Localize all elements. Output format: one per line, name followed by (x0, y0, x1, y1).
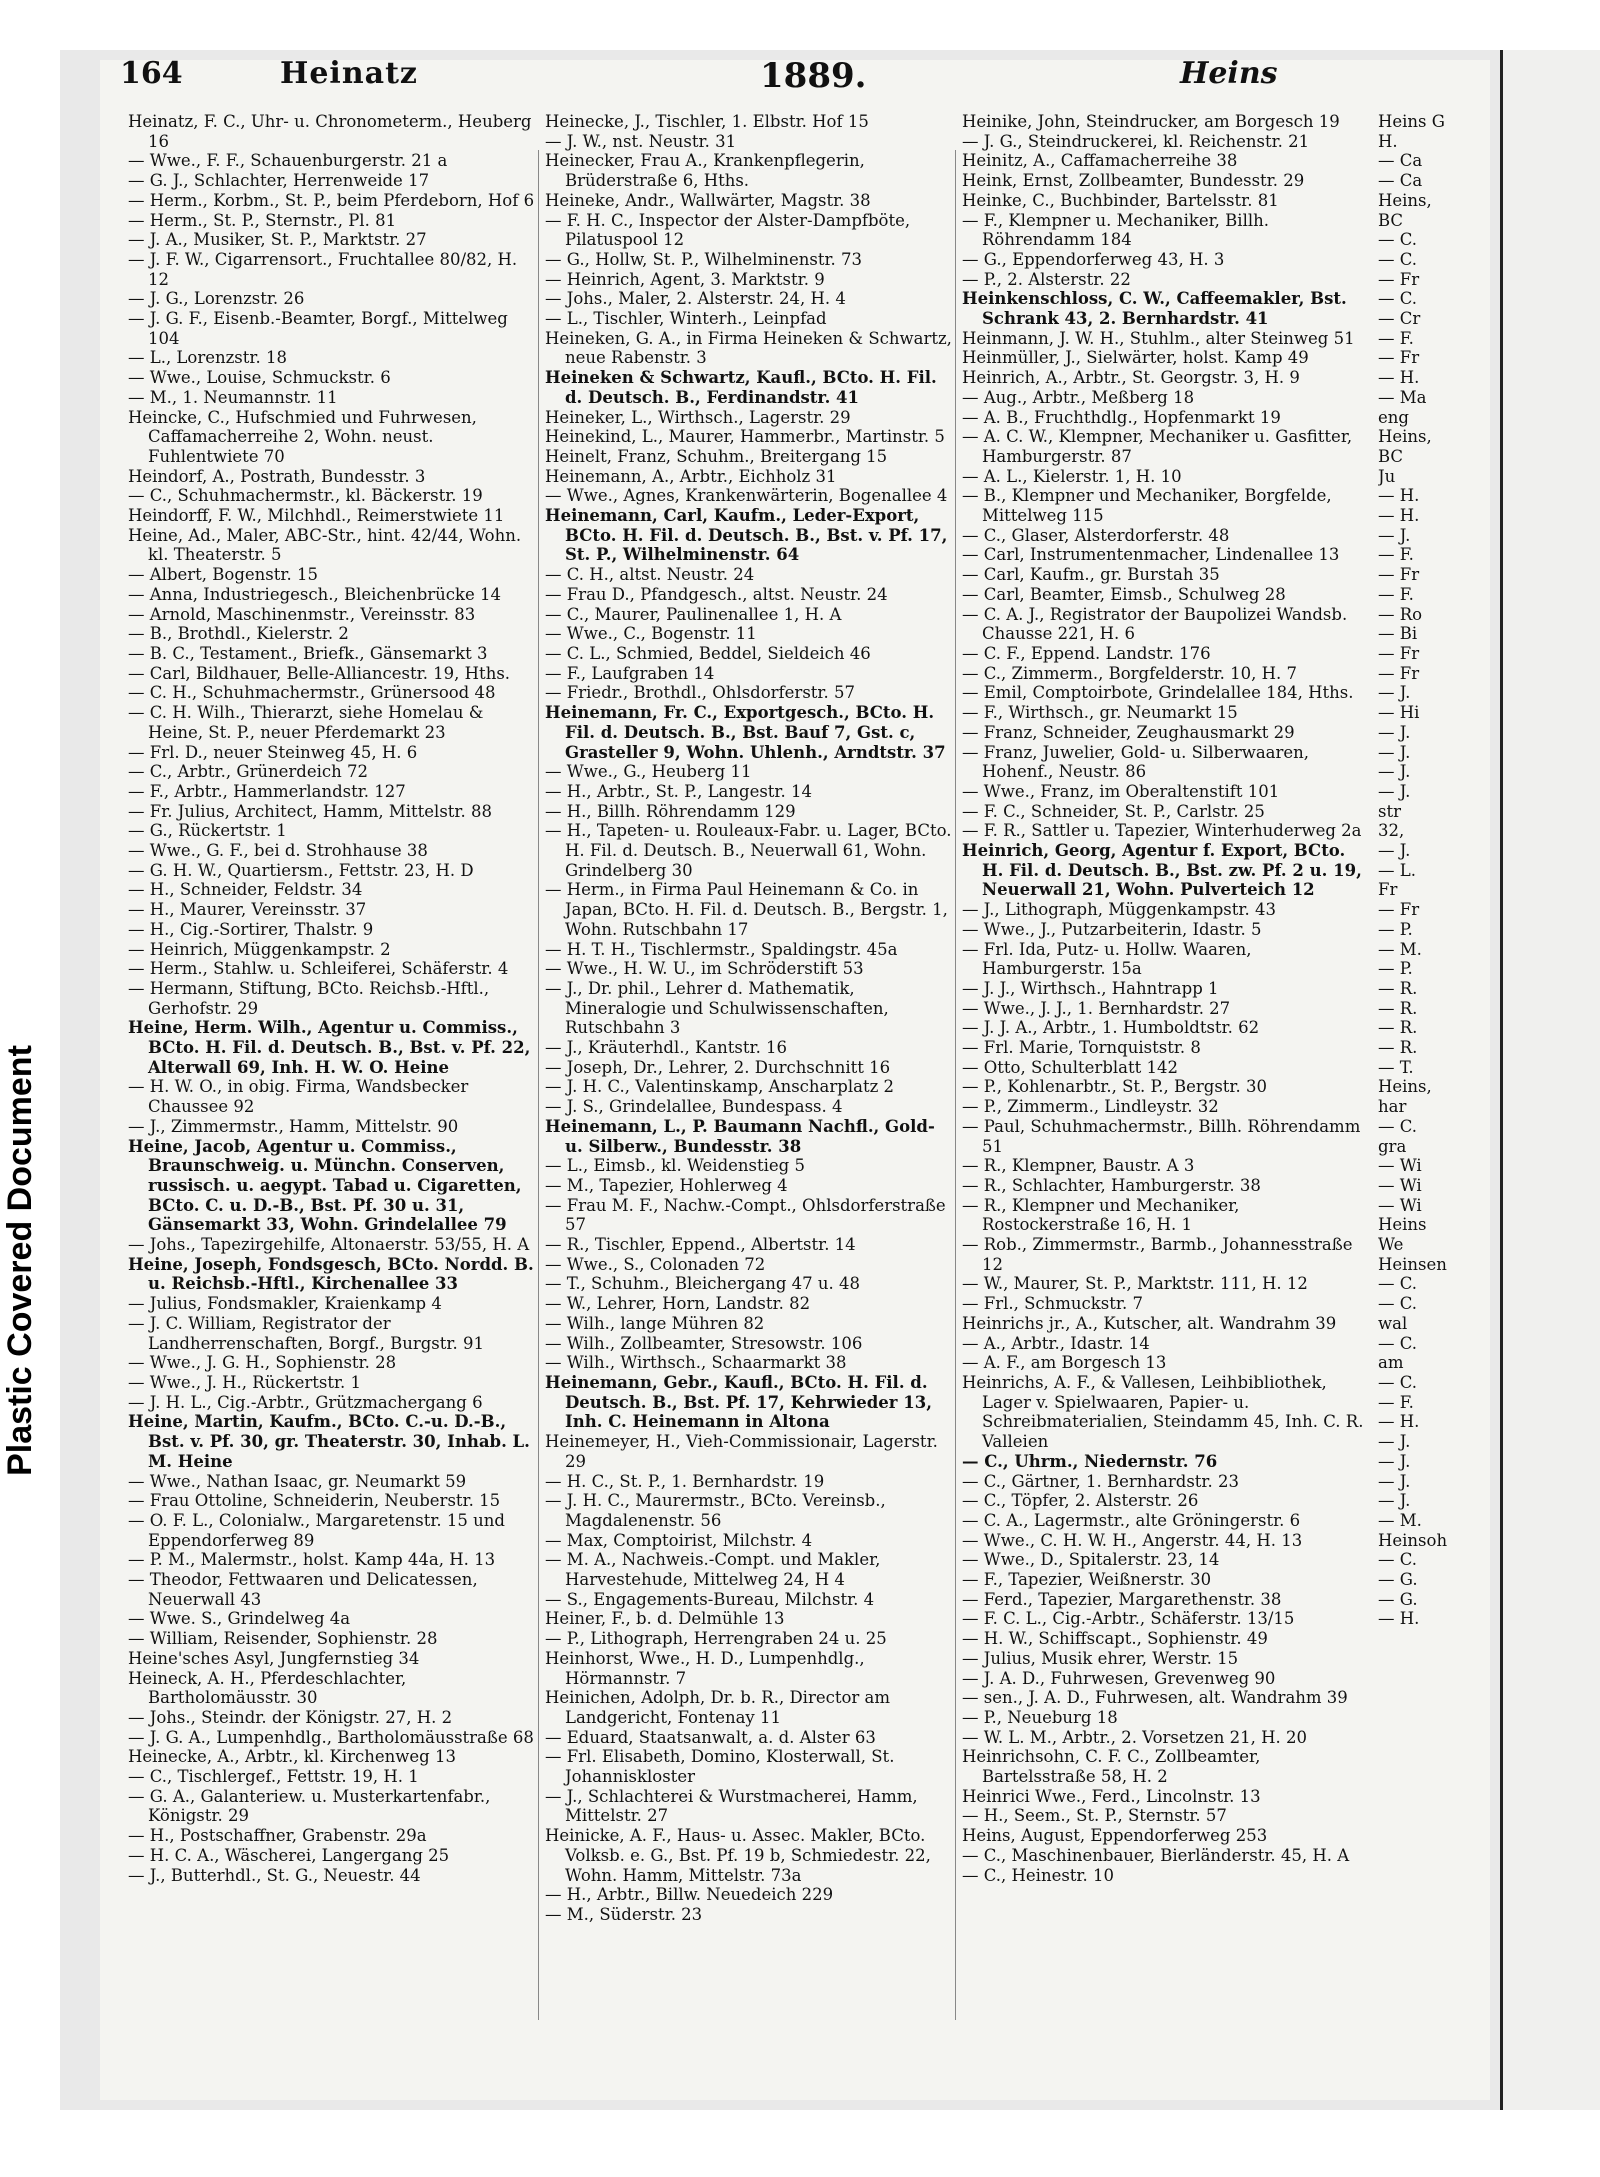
directory-entry: wal (1378, 1313, 1408, 1333)
directory-entry: eng (1378, 407, 1409, 427)
directory-entry: Heinemann, Gebr., Kaufl., BCto. H. Fil. d. Deutsch. B., Bst. Pf. 17, Kehrwieder 13, Inh. C. Heinemann in Altona (545, 1373, 932, 1432)
year-heading: 1889. (760, 56, 867, 96)
directory-entry: Heine, Ad., Maler, ABC-Str., hint. 42/44, Wohn. kl. Theaterstr. 5 (128, 525, 522, 565)
directory-entry: — J., Butterhdl., St. G., Neuestr. 44 (128, 1865, 421, 1885)
directory-entry: 32, (1378, 821, 1405, 841)
directory-entry: — Joseph, Dr., Lehrer, 2. Durchschnitt 16 (545, 1057, 891, 1077)
directory-entry: — G. J., Schlachter, Herrenweide 17 (128, 171, 430, 191)
directory-entry: — A. L., Kielerstr. 1, H. 10 (962, 466, 1182, 486)
directory-entry: Heinmann, J. W. H., Stuhlm., alter Steinweg 51 (962, 328, 1355, 348)
directory-entry: — Ca (1378, 151, 1423, 171)
document-side-label (0, 1000, 40, 1520)
directory-entry: Heinicke, A. F., Haus- u. Assec. Makler, BCto. Volksb. e. G., Bst. Pf. 19 b, Schmiedestr. 22, Wohn. Hamm, Mittelstr. 73a (545, 1826, 931, 1885)
directory-entry: — Herm., Korbm., St. P., beim Pferdeborn, Hof 6 (128, 190, 535, 210)
directory-entry: — W., Maurer, St. P., Marktstr. 111, H. 12 (962, 1274, 1308, 1294)
directory-entry: — J. G. A., Lumpenhdlg., Bartholomäusstraße 68 (128, 1727, 534, 1747)
directory-entry: — Ma (1378, 387, 1427, 407)
directory-entry: — G., Eppendorferweg 43, H. 3 (962, 249, 1225, 269)
directory-entry: BC (1378, 446, 1404, 466)
directory-entry: — J., Kräuterhdl., Kantstr. 16 (545, 1038, 788, 1058)
directory-entry: Heineker, L., Wirthsch., Lagerstr. 29 (545, 407, 851, 427)
directory-entry: — Julius, Musik ehrer, Werstr. 15 (962, 1648, 1239, 1668)
directory-entry: Heinrichs jr., A., Kutscher, alt. Wandrahm 39 (962, 1313, 1337, 1333)
directory-entry: — H. C. A., Wäscherei, Langergang 25 (128, 1845, 450, 1865)
directory-entry: — F. (1378, 328, 1414, 348)
directory-column-2 (545, 112, 955, 1925)
directory-entry: — C. H., Schuhmachermstr., Grünersood 48 (128, 683, 496, 703)
directory-entry: — Cr (1378, 309, 1421, 329)
directory-entry: — C. A., Lagermstr., alte Gröningerstr. 6 (962, 1510, 1301, 1530)
directory-entry: Heink, Ernst, Zollbeamter, Bundesstr. 29 (962, 171, 1305, 191)
directory-entry: — L., Tischler, Winterh., Leinpfad (545, 309, 827, 329)
directory-entry: — Wwe., Agnes, Krankenwärterin, Bogenallee 4 (545, 486, 948, 506)
directory-entry: — F., Wirthsch., gr. Neumarkt 15 (962, 703, 1238, 723)
directory-entry: BC (1378, 210, 1404, 230)
directory-entry: — C. (1378, 1550, 1418, 1570)
directory-entry: Heinemann, A., Arbtr., Eichholz 31 (545, 466, 837, 486)
directory-entry: — Wilh., lange Mühren 82 (545, 1313, 765, 1333)
directory-entry: — Ferd., Tapezier, Margarethenstr. 38 (962, 1589, 1282, 1609)
directory-entry: Heins, August, Eppendorferweg 253 (962, 1826, 1268, 1846)
directory-entry: — C. F., Eppend. Landstr. 176 (962, 643, 1211, 663)
directory-entry: Heinrich, Georg, Agentur f. Export, BCto. H. Fil. d. Deutsch. B., Bst. zw. Pf. 2 u. 19, Neuerwall 21, Wohn. Pulverteich 12 (962, 841, 1362, 900)
directory-entry: — A. F., am Borgesch 13 (962, 1353, 1167, 1373)
directory-entry: Heinkenschloss, C. W., Caffeemakler, Bst. Schrank 43, 2. Bernhardstr. 41 (962, 289, 1347, 329)
directory-entry: Heinemann, Carl, Kaufm., Leder-Export, BCto. H. Fil. d. Deutsch. B., Bst. v. Pf. 17, St. P., Wilhelminenstr. 64 (545, 506, 948, 565)
directory-entry: — C. (1378, 249, 1418, 269)
directory-entry: — A., Arbtr., Idastr. 14 (962, 1333, 1150, 1353)
directory-entry: — F. (1378, 1392, 1414, 1412)
directory-entry: — R. (1378, 1018, 1418, 1038)
page-number: 164 (120, 56, 183, 91)
directory-entry: — Fr (1378, 348, 1420, 368)
directory-entry: — C., Glaser, Alsterdorferstr. 48 (962, 525, 1230, 545)
directory-entry: — P. M., Malermstr., holst. Kamp 44a, H. 13 (128, 1550, 496, 1570)
directory-entry: — Herm., in Firma Paul Heinemann & Co. in Japan, BCto. H. Fil. d. Deutsch. B., Bergstr. 1, Wohn. Rutschbahn 17 (545, 880, 948, 939)
directory-entry: — J., Lithograph, Müggenkampstr. 43 (962, 900, 1276, 920)
directory-entry: — M., 1. Neumannstr. 11 (128, 387, 338, 407)
directory-entry: — Wwe., D., Spitalerstr. 23, 14 (962, 1550, 1220, 1570)
directory-entry: Heindorf, A., Postrath, Bundesstr. 3 (128, 466, 426, 486)
directory-entry: Heineck, A. H., Pferdeschlachter, Bartholomäusstr. 30 (128, 1668, 407, 1708)
directory-entry: — F. (1378, 584, 1414, 604)
directory-entry: — J. (1378, 781, 1411, 801)
running-head-right: Heins (1180, 56, 1278, 91)
directory-entry: Heins, (1378, 1077, 1432, 1097)
directory-entry: — Otto, Schulterblatt 142 (962, 1057, 1178, 1077)
directory-entry: — Wwe., C., Bogenstr. 11 (545, 624, 757, 644)
directory-entry: — Wwe., J. J., 1. Bernhardstr. 27 (962, 998, 1231, 1018)
directory-entry: — Wwe., Louise, Schmuckstr. 6 (128, 368, 391, 388)
directory-entry: Heinemann, L., P. Baumann Nachfl., Gold- u. Silberw., Bundesstr. 38 (545, 1116, 935, 1156)
directory-entry: — Carl, Bildhauer, Belle-Alliancestr. 19, Hths. (128, 663, 511, 683)
directory-entry: — Herm., St. P., Sternstr., Pl. 81 (128, 210, 397, 230)
directory-entry: — Carl, Instrumentenmacher, Lindenallee 13 (962, 545, 1340, 565)
directory-entry: — A. C. W., Klempner, Mechaniker u. Gasfitter, Hamburgerstr. 87 (962, 427, 1353, 466)
directory-entry: — Fr (1378, 900, 1420, 920)
directory-entry: We (1378, 1235, 1404, 1255)
directory-entry: Heinmüller, J., Sielwärter, holst. Kamp 49 (962, 348, 1309, 368)
directory-entry: — F., Tapezier, Weißnerstr. 30 (962, 1570, 1212, 1590)
directory-entry: — J. G. F., Eisenb.-Beamter, Borgf., Mittelweg 104 (128, 309, 508, 348)
directory-entry: Heineken, G. A., in Firma Heineken & Schwartz, neue Rabenstr. 3 (545, 328, 952, 368)
directory-entry: — J. H. L., Cig.-Arbtr., Grützmachergang 6 (128, 1392, 483, 1412)
directory-entry: — M. (1378, 939, 1422, 959)
directory-entry: Heinrichs, A. F., & Vallesen, Leihbibliothek, Lager v. Spielwaaren, Papier- u. Schreibmaterialien, Steindamm 45, Inh. C. R. Valleien (962, 1373, 1364, 1452)
directory-entry: Ju (1378, 466, 1396, 486)
directory-entry: — J. (1378, 841, 1411, 861)
directory-entry: — Wilh., Zollbeamter, Stresowstr. 106 (545, 1333, 863, 1353)
directory-entry: — Wwe., G. F., bei d. Strohhause 38 (128, 841, 428, 861)
directory-entry: — R., Schlachter, Hamburgerstr. 38 (962, 1175, 1261, 1195)
directory-entry: — B., Brothdl., Kielerstr. 2 (128, 624, 349, 644)
directory-entry: — J. F. W., Cigarrensort., Fruchtallee 80/82, H. 12 (128, 249, 518, 289)
directory-entry: — R., Klempner, Baustr. A 3 (962, 1156, 1195, 1176)
directory-entry: — C. H. Wilh., Thierarzt, siehe Homelau & Heine, St. P., neuer Pferdemarkt 23 (128, 703, 484, 742)
directory-entry: — Max, Comptoirist, Milchstr. 4 (545, 1530, 813, 1550)
directory-entry: — J. S., Grindelallee, Bundespass. 4 (545, 1097, 843, 1117)
directory-entry: — C., Uhrm., Niedernstr. 76 (962, 1451, 1218, 1471)
directory-entry: Heindorff, F. W., Milchhdl., Reimerstwiete 11 (128, 506, 505, 526)
directory-entry: — J. H. C., Valentinskamp, Anscharplatz 2 (545, 1077, 895, 1097)
directory-entry: — Paul, Schuhmachermstr., Billh. Röhrendamm 51 (962, 1116, 1361, 1156)
directory-entry: — H., Billh. Röhrendamm 129 (545, 801, 796, 821)
directory-entry: — C., Schuhmachermstr., kl. Bäckerstr. 19 (128, 486, 483, 506)
directory-entry: — O. F. L., Colonialw., Margaretenstr. 15 und Eppendorferweg 89 (128, 1510, 505, 1550)
directory-entry: — Heinrich, Agent, 3. Marktstr. 9 (545, 269, 825, 289)
directory-entry: — Wwe., F. F., Schauenburgerstr. 21 a (128, 151, 448, 171)
directory-entry: — S., Engagements-Bureau, Milchstr. 4 (545, 1589, 875, 1609)
directory-entry: — H. T. H., Tischlermstr., Spaldingstr. 45a (545, 939, 898, 959)
directory-entry: Heinecke, A., Arbtr., kl. Kirchenweg 13 (128, 1747, 456, 1767)
directory-entry: — Franz, Schneider, Zeughausmarkt 29 (962, 722, 1295, 742)
directory-entry: am (1378, 1353, 1404, 1373)
directory-entry: — Carl, Kaufm., gr. Burstah 35 (962, 565, 1220, 585)
directory-entry: — M. (1378, 1510, 1422, 1530)
directory-entry: — J. G., Lorenzstr. 26 (128, 289, 305, 309)
directory-entry: — J. (1378, 722, 1411, 742)
directory-entry: Heine, Joseph, Fondsgesch, BCto. Nordd. B. u. Reichsb.-Hftl., Kirchenallee 33 (128, 1254, 534, 1294)
directory-entry: — Wwe., H. W. U., im Schröderstift 53 (545, 959, 864, 979)
directory-entry: — J. A., Musiker, St. P., Marktstr. 27 (128, 230, 427, 250)
column-divider (955, 150, 956, 2020)
directory-entry: — F. R., Sattler u. Tapezier, Winterhuderweg 2a (962, 821, 1362, 841)
directory-entry: — C., Arbtr., Grünerdeich 72 (128, 762, 369, 782)
directory-entry: — F. C., Schneider, St. P., Carlstr. 25 (962, 801, 1265, 821)
directory-entry: — R., Klempner und Mechaniker, Rostockerstraße 16, H. 1 (962, 1195, 1240, 1235)
directory-entry: — Bi (1378, 624, 1418, 644)
directory-entry: — C. L., Schmied, Beddel, Sieldeich 46 (545, 643, 871, 663)
directory-entry: — C. (1378, 1333, 1418, 1353)
directory-column-3 (962, 112, 1372, 1885)
directory-entry: Heinrichsohn, C. F. C., Zollbeamter, Bartelsstraße 58, H. 2 (962, 1747, 1261, 1787)
directory-entry: — Wwe., J. G. H., Sophienstr. 28 (128, 1353, 397, 1373)
directory-entry: — C. (1378, 1373, 1418, 1392)
directory-entry: Heine'sches Asyl, Jungfernstieg 34 (128, 1648, 420, 1668)
directory-entry: — R. (1378, 1038, 1418, 1058)
directory-entry: — P., Kohlenarbtr., St. P., Bergstr. 30 (962, 1077, 1267, 1097)
directory-entry: — Wwe., S., Colonaden 72 (545, 1254, 766, 1274)
directory-entry: — Ro (1378, 604, 1423, 624)
directory-entry: — M. A., Nachweis.-Compt. und Makler, Harvestehude, Mittelweg 24, H 4 (545, 1550, 881, 1590)
directory-entry: — Frau M. F., Nachw.-Compt., Ohlsdorferstraße 57 (545, 1195, 946, 1235)
directory-entry: — M., Tapezier, Hohlerweg 4 (545, 1175, 788, 1195)
directory-entry: — F. H. C., Inspector der Alster-Dampfböte, Pilatuspool 12 (545, 210, 911, 250)
directory-entry: — Carl, Beamter, Eimsb., Schulweg 28 (962, 584, 1286, 604)
directory-entry: — Fr (1378, 269, 1420, 289)
directory-entry: — Fr (1378, 643, 1420, 663)
directory-entry: — Anna, Industriegesch., Bleichenbrücke 14 (128, 584, 502, 604)
directory-entry: — Frau D., Pfandgesch., altst. Neustr. 24 (545, 584, 888, 604)
directory-entry: — Wwe., Nathan Isaac, gr. Neumarkt 59 (128, 1471, 467, 1491)
directory-entry: — Wilh., Wirthsch., Schaarmarkt 38 (545, 1353, 847, 1373)
column-divider (538, 150, 539, 2020)
directory-entry: Heins (1378, 1215, 1427, 1235)
directory-entry: — Hermann, Stiftung, BCto. Reichsb.-Hftl., Gerhofstr. 29 (128, 978, 490, 1018)
directory-entry: — R., Tischler, Eppend., Albertstr. 14 (545, 1235, 856, 1255)
directory-entry: — G. (1378, 1570, 1418, 1590)
directory-entry: — G. A., Galanteriew. u. Musterkartenfabr., Königstr. 29 (128, 1786, 491, 1826)
directory-entry: — C. (1378, 1116, 1418, 1136)
directory-entry: — P., Neueburg 18 (962, 1707, 1118, 1727)
directory-entry: Heineken & Schwartz, Kaufl., BCto. H. Fil. d. Deutsch. B., Ferdinandstr. 41 (545, 368, 937, 407)
directory-entry: — William, Reisender, Sophienstr. 28 (128, 1629, 438, 1649)
directory-entry: — J. J. A., Arbtr., 1. Humboldtstr. 62 (962, 1018, 1260, 1038)
directory-entry: — F., Klempner u. Mechaniker, Billh. Röhrendamm 184 (962, 210, 1269, 250)
directory-entry: — Wwe., J., Putzarbeiterin, Idastr. 5 (962, 919, 1262, 939)
directory-entry: Heinemann, Fr. C., Exportgesch., BCto. H. Fil. d. Deutsch. B., Bst. Bauf 7, Gst. c, Grasteller 9, Wohn. Uhlenh., Arndtstr. 37 (545, 703, 946, 762)
directory-entry: — J. (1378, 1471, 1411, 1491)
directory-entry: — Julius, Fondsmakler, Kraienkamp 4 (128, 1294, 442, 1314)
directory-entry: — H. W., Schiffscapt., Sophienstr. 49 (962, 1629, 1268, 1649)
directory-entry: Heinke, C., Buchbinder, Bartelsstr. 81 (962, 190, 1279, 210)
directory-entry: — P., Zimmerm., Lindleystr. 32 (962, 1097, 1219, 1117)
directory-entry: Heinichen, Adolph, Dr. b. R., Director am Landgericht, Fontenay 11 (545, 1688, 891, 1727)
side-label-text: Plastic Covered Document (0, 1044, 39, 1476)
directory-entry: Heins, (1378, 190, 1432, 210)
directory-entry: — H. W. O., in obig. Firma, Wandsbecker Chaussee 92 (128, 1077, 469, 1117)
directory-entry: — C. H., altst. Neustr. 24 (545, 565, 755, 585)
directory-entry: — Frl. Elisabeth, Domino, Klosterwall, St. Johanniskloster (545, 1747, 895, 1787)
directory-entry: — J. G., Steindruckerei, kl. Reichenstr. 21 (962, 131, 1310, 151)
directory-entry: — J., Schlachterei & Wurstmacherei, Hamm, Mittelstr. 27 (545, 1786, 918, 1826)
directory-entry: — J. (1378, 525, 1411, 545)
directory-entry: Heine, Herm. Wilh., Agentur u. Commiss., BCto. H. Fil. d. Deutsch. B., Bst. v. Pf. 22, Alterwall 69, Inh. H. W. O. Heine (128, 1018, 531, 1077)
directory-entry: — A. B., Fruchthdlg., Hopfenmarkt 19 (962, 407, 1281, 427)
directory-entry: — Frl. Marie, Tornquiststr. 8 (962, 1038, 1201, 1058)
directory-entry: Heinecke, J., Tischler, 1. Elbstr. Hof 15 (545, 112, 869, 131)
directory-entry: Heinike, John, Steindrucker, am Borgesch 19 (962, 112, 1340, 131)
directory-entry: — W., Lehrer, Horn, Landstr. 82 (545, 1294, 811, 1314)
directory-entry: — J. (1378, 1451, 1411, 1471)
directory-entry: — J., Zimmermstr., Hamm, Mittelstr. 90 (128, 1116, 459, 1136)
directory-entry: H. (1378, 131, 1398, 151)
directory-entry: — Frl., Schmuckstr. 7 (962, 1294, 1143, 1314)
directory-entry: — G. (1378, 1589, 1418, 1609)
directory-entry: — H., Tapeten- u. Rouleaux-Fabr. u. Lager, BCto. H. Fil. d. Deutsch. B., Neuerwall 61, Wohn. Grindelberg 30 (545, 821, 952, 880)
directory-entry: — Frau Ottoline, Schneiderin, Neuberstr. 15 (128, 1491, 501, 1511)
directory-entry: — H. C., St. P., 1. Bernhardstr. 19 (545, 1471, 825, 1491)
directory-entry: Heinelt, Franz, Schuhm., Breitergang 15 (545, 446, 888, 466)
directory-entry: Heinrich, A., Arbtr., St. Georgstr. 3, H. 9 (962, 368, 1300, 388)
directory-entry: — Franz, Juwelier, Gold- u. Silberwaaren, Hohenf., Neustr. 86 (962, 742, 1310, 782)
directory-entry: Heinitz, A., Caffamacherreihe 38 (962, 151, 1238, 171)
directory-entry: — J. (1378, 683, 1411, 703)
directory-entry: — C. (1378, 1274, 1418, 1294)
directory-entry: — R. (1378, 998, 1418, 1018)
directory-entry: — F., Laufgraben 14 (545, 663, 715, 683)
directory-entry: — J., Dr. phil., Lehrer d. Mathematik, Mineralogie und Schulwissenschaften, Rutschbahn 3 (545, 978, 889, 1038)
directory-entry: — C., Töpfer, 2. Alsterstr. 26 (962, 1491, 1199, 1511)
directory-entry: — sen., J. A. D., Fuhrwesen, alt. Wandrahm 39 (962, 1688, 1348, 1708)
directory-entry: — Rob., Zimmermstr., Barmb., Johannesstraße 12 (962, 1235, 1353, 1274)
directory-entry: — P. (1378, 959, 1413, 979)
directory-entry: — Friedr., Brothdl., Ohlsdorferstr. 57 (545, 683, 855, 703)
directory-entry: — C., Tischlergef., Fettstr. 19, H. 1 (128, 1767, 419, 1787)
directory-entry: — Aug., Arbtr., Meßberg 18 (962, 387, 1195, 407)
directory-entry: — Wi (1378, 1156, 1422, 1176)
running-head-left: Heinatz (280, 56, 418, 91)
directory-entry: Heinsoh (1378, 1530, 1448, 1550)
directory-entry: Heincke, C., Hufschmied und Fuhrwesen, Caffamacherreihe 2, Wohn. neust. Fuhlentwiete 70 (128, 407, 477, 466)
directory-entry: gra (1378, 1136, 1407, 1156)
directory-entry: — J. H. C., Maurermstr., BCto. Vereinsb., Magdalenenstr. 56 (545, 1491, 886, 1530)
directory-column-1 (128, 112, 538, 1885)
directory-entry: — Johs., Maler, 2. Alsterstr. 24, H. 4 (545, 289, 846, 309)
directory-entry: — T., Schuhm., Bleichergang 47 u. 48 (545, 1274, 861, 1294)
directory-entry: — Eduard, Staatsanwalt, a. d. Alster 63 (545, 1727, 876, 1747)
directory-entry: — C., Heinestr. 10 (962, 1865, 1114, 1885)
directory-entry: — J. J., Wirthsch., Hahntrapp 1 (962, 978, 1219, 998)
directory-entry: — L. (1378, 860, 1416, 880)
directory-entry: — C., Maschinenbauer, Bierländerstr. 45, H. A (962, 1845, 1350, 1865)
directory-entry: — Wwe., G., Heuberg 11 (545, 762, 752, 782)
directory-entry: — P. (1378, 919, 1413, 939)
directory-entry: — Wwe., Franz, im Oberaltenstift 101 (962, 781, 1280, 801)
directory-entry: — H. (1378, 486, 1420, 506)
directory-entry: — J. (1378, 1491, 1411, 1511)
directory-entry: — Wi (1378, 1195, 1422, 1215)
directory-entry: — F. C. L., Cig.-Arbtr., Schäferstr. 13/15 (962, 1609, 1295, 1629)
directory-entry: — Albert, Bogenstr. 15 (128, 565, 318, 585)
directory-entry: — H. (1378, 1609, 1420, 1629)
directory-entry: Heinsen (1378, 1254, 1447, 1274)
directory-entry: — C., Maurer, Paulinenallee 1, H. A (545, 604, 842, 624)
directory-entry: Heinhorst, Wwe., H. D., Lumpenhdlg., Hörmannstr. 7 (545, 1648, 865, 1688)
directory-entry: — C. (1378, 289, 1418, 309)
directory-entry: — Heinrich, Müggenkampstr. 2 (128, 939, 391, 959)
directory-entry: — H. (1378, 506, 1420, 526)
directory-entry: — H., Seem., St. P., Sternstr. 57 (962, 1806, 1227, 1826)
directory-entry: — Fr. Julius, Architect, Hamm, Mittelstr. 88 (128, 801, 492, 821)
directory-entry: — Wwe. S., Grindelweg 4a (128, 1609, 351, 1629)
directory-entry: — R. (1378, 978, 1418, 998)
directory-entry: Heineke, Andr., Wallwärter, Magstr. 38 (545, 190, 871, 210)
directory-entry: — F. (1378, 545, 1414, 565)
directory-entry: — B., Klempner und Mechaniker, Borgfelde, Mittelweg 115 (962, 486, 1332, 526)
directory-entry: — Wwe., C. H. W. H., Angerstr. 44, H. 13 (962, 1530, 1303, 1550)
directory-entry: — Ca (1378, 171, 1423, 191)
directory-entry: — F., Arbtr., Hammerlandstr. 127 (128, 781, 406, 801)
directory-entry: — Johs., Tapezirgehilfe, Altonaerstr. 53/55, H. A (128, 1235, 530, 1255)
directory-entry: — J. (1378, 1432, 1411, 1452)
directory-entry: — M., Süderstr. 23 (545, 1904, 703, 1924)
directory-entry: — J. W., nst. Neustr. 31 (545, 131, 737, 151)
directory-entry: — C., Zimmerm., Borgfelderstr. 10, H. 7 (962, 663, 1297, 683)
directory-column-4-partial (1378, 112, 1578, 1629)
directory-entry: — H., Schneider, Feldstr. 34 (128, 880, 363, 900)
directory-entry: — H., Maurer, Vereinsstr. 37 (128, 900, 367, 920)
directory-entry: — Frl. Ida, Putz- u. Hollw. Waaren, Hamburgerstr. 15a (962, 939, 1252, 979)
directory-entry: Heinrici Wwe., Ferd., Lincolnstr. 13 (962, 1786, 1261, 1806)
directory-entry: har (1378, 1097, 1407, 1117)
directory-entry: — Wwe., J. H., Rückertstr. 1 (128, 1373, 362, 1392)
directory-entry: — G. H. W., Quartiersm., Fettstr. 23, H. D (128, 860, 474, 880)
directory-entry: — Johs., Steindr. der Königstr. 27, H. 2 (128, 1707, 453, 1727)
directory-entry: — G., Rückertstr. 1 (128, 821, 287, 841)
directory-entry: str (1378, 801, 1401, 821)
directory-entry: — H., Arbtr., St. P., Langestr. 14 (545, 781, 812, 801)
directory-entry: Heiner, F., b. d. Delmühle 13 (545, 1609, 785, 1629)
directory-entry: Heins, (1378, 427, 1432, 447)
directory-entry: Fr (1378, 880, 1398, 900)
directory-entry: Heinecker, Frau A., Krankenpflegerin, Brüderstraße 6, Hths. (545, 151, 865, 191)
directory-entry: — Arnold, Maschinenmstr., Vereinsstr. 83 (128, 604, 476, 624)
directory-entry: — Fr (1378, 565, 1420, 585)
directory-entry: Heine, Martin, Kaufm., BCto. C.-u. D.-B., Bst. v. Pf. 30, gr. Theaterstr. 30, Inhab. L. M. Heine (128, 1412, 530, 1471)
directory-entry: — L., Eimsb., kl. Weidenstieg 5 (545, 1156, 805, 1176)
directory-entry: Heins G (1378, 112, 1445, 131)
directory-entry: — Wi (1378, 1175, 1422, 1195)
directory-entry: Heine, Jacob, Agentur u. Commiss., Braunschweig. u. Münchn. Conserven, russisch. u. aegypt. Tabad u. Cigaretten, BCto. C. u. D.-B., Bst. Pf. 30 u. 31, Gänsemarkt 33, Wohn. Grindelallee 79 (128, 1136, 522, 1235)
directory-entry: — P., 2. Alsterstr. 22 (962, 269, 1131, 289)
directory-entry: — T. (1378, 1057, 1414, 1077)
directory-entry: Heinemeyer, H., Vieh-Commissionair, Lagerstr. 29 (545, 1432, 938, 1471)
directory-entry: — H., Postschaffner, Grabenstr. 29a (128, 1826, 427, 1846)
directory-entry: — B. C., Testament., Briefk., Gänsemarkt 3 (128, 643, 488, 663)
directory-entry: — Emil, Comptoirbote, Grindelallee 184, Hths. (962, 683, 1354, 703)
directory-entry: — W. L. M., Arbtr., 2. Vorsetzen 21, H. 20 (962, 1727, 1307, 1747)
directory-entry: Heinatz, F. C., Uhr- u. Chronometerm., Heuberg 16 (128, 112, 532, 151)
directory-entry: — C., Gärtner, 1. Bernhardstr. 23 (962, 1471, 1239, 1491)
directory-entry: Heinekind, L., Maurer, Hammerbr., Martinstr. 5 (545, 427, 945, 447)
directory-entry: — Theodor, Fettwaaren und Delicatessen, Neuerwall 43 (128, 1570, 478, 1609)
directory-entry: — Frl. D., neuer Steinweg 45, H. 6 (128, 742, 418, 762)
directory-entry: — J. (1378, 742, 1411, 762)
directory-entry: — H., Arbtr., Billw. Neuedeich 229 (545, 1885, 834, 1905)
directory-entry: — J. (1378, 762, 1411, 782)
directory-entry: — H. (1378, 1412, 1420, 1432)
directory-entry: — Herm., Stahlw. u. Schleiferei, Schäferstr. 4 (128, 959, 509, 979)
directory-entry: — Hi (1378, 703, 1420, 723)
directory-entry: — C. (1378, 230, 1418, 250)
directory-entry: — P., Lithograph, Herrengraben 24 u. 25 (545, 1629, 887, 1649)
directory-entry: — C. A. J., Registrator der Baupolizei Wandsb. Chausse 221, H. 6 (962, 604, 1348, 644)
directory-entry: — J. C. William, Registrator der Landherrenschaften, Borgf., Burgstr. 91 (128, 1313, 484, 1353)
directory-entry: — G., Hollw, St. P., Wilhelminenstr. 73 (545, 249, 863, 269)
directory-entry: — Fr (1378, 663, 1420, 683)
directory-entry: — H., Cig.-Sortirer, Thalstr. 9 (128, 919, 374, 939)
directory-entry: — C. (1378, 1294, 1418, 1314)
directory-entry: — H. (1378, 368, 1420, 388)
directory-entry: — L., Lorenzstr. 18 (128, 348, 287, 368)
directory-entry: — J. A. D., Fuhrwesen, Grevenweg 90 (962, 1668, 1276, 1688)
